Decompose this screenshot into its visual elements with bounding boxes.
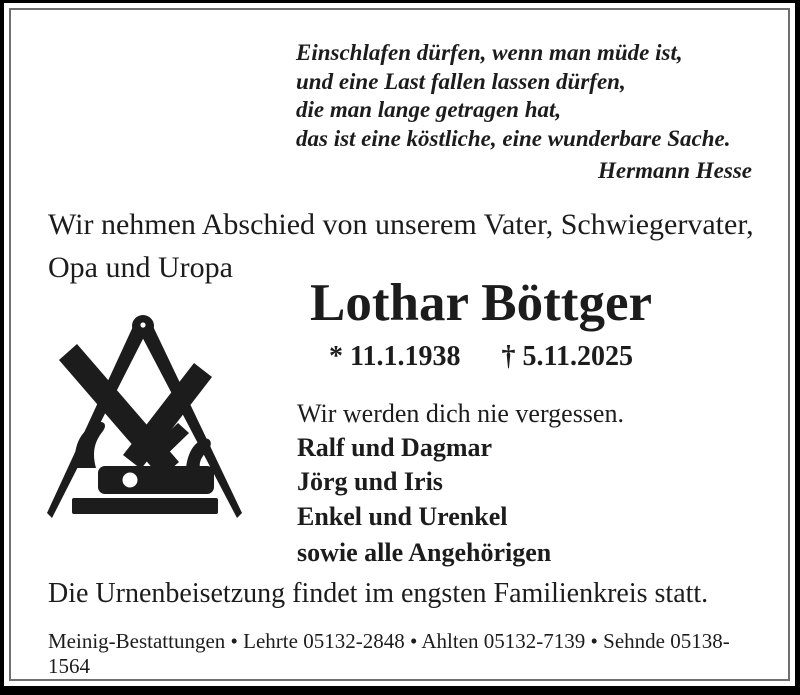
- farewell-message: Wir werden dich nie vergessen.: [297, 399, 624, 429]
- carpenter-tools-icon: [40, 310, 250, 522]
- quote-line: das ist eine köstliche, eine wunderbare Sache.: [296, 125, 731, 151]
- memorial-quote: [296, 39, 752, 186]
- mourner-line: Ralf und Dagmar: [297, 433, 493, 463]
- funeral-note: Die Urnenbeisetzung findet im engsten Familienkreis statt.: [48, 578, 709, 609]
- intro-line: Opa und Uropa: [48, 251, 233, 284]
- plane-hole: [123, 473, 138, 488]
- quote-attribution: Hermann Hesse: [598, 158, 752, 183]
- plane-horn: [75, 422, 105, 468]
- birth-date: * 11.1.1938: [329, 341, 461, 373]
- mourner-line: Enkel und Urenkel: [297, 502, 508, 532]
- farewell-block: [297, 397, 665, 571]
- quote-line: und eine Last fallen lassen dürfen,: [296, 68, 626, 94]
- memorial-column: [297, 274, 665, 571]
- quote-line: Einschlafen dürfen, wenn man müde ist,: [296, 40, 683, 65]
- quote-line: die man lange getragen hat,: [296, 97, 562, 122]
- funeral-home-contact: Meinig-Bestattungen • Lehrte 05132-2848 • Ahlten 05132-7139 • Sehnde 05138-1564: [48, 629, 730, 678]
- intro-line: Wir nehmen Abschied von unserem Vater, Schwiegervater,: [48, 208, 754, 241]
- plane-body: [98, 466, 214, 494]
- deceased-name: Lothar Böttger: [310, 274, 652, 332]
- death-date: † 5.11.2025: [501, 341, 633, 373]
- life-dates: [297, 341, 665, 373]
- mourner-line: sowie alle Angehörigen: [297, 538, 552, 568]
- base-plank: [72, 498, 218, 514]
- mourner-line: Jörg und Iris: [297, 467, 443, 497]
